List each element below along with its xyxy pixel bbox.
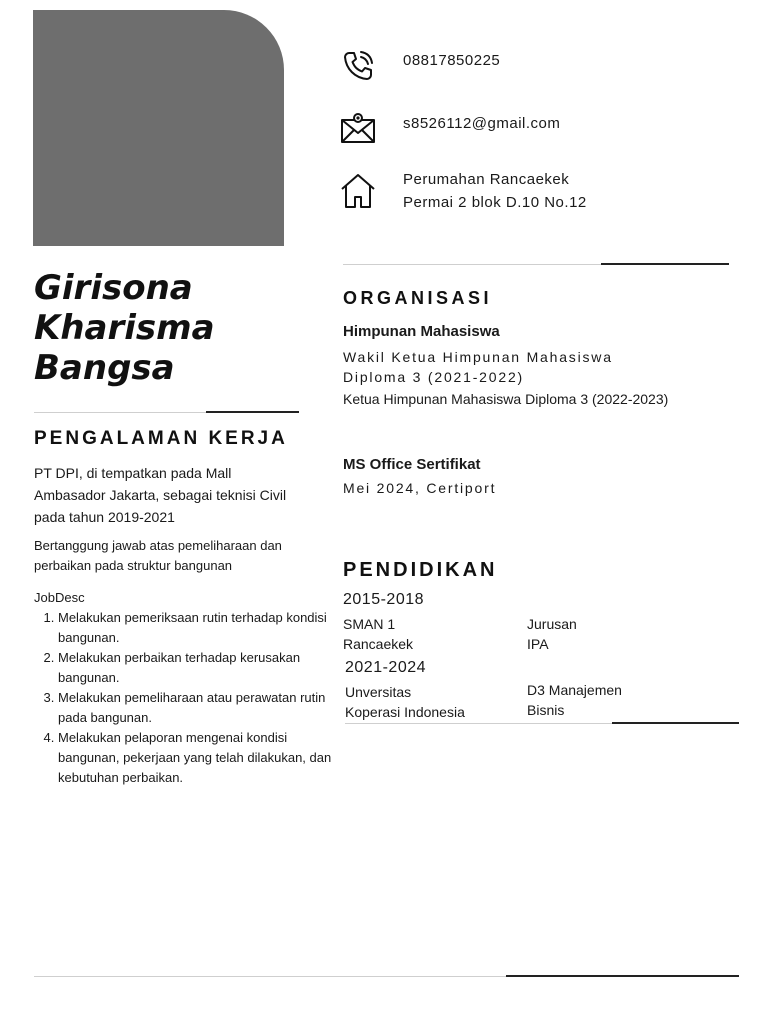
- education-school: [345, 682, 465, 722]
- phone-number: 08817850225: [403, 52, 501, 69]
- school-line: Rancaekek: [343, 636, 414, 652]
- jobdesc-list: [34, 608, 344, 788]
- certificate-detail: Mei 2024, Certiport: [343, 480, 497, 496]
- school-line: Koperasi Indonesia: [345, 704, 465, 720]
- organization-role-2: Ketua Himpunan Mahasiswa Diploma 3 (2022-2023): [343, 391, 669, 407]
- list-item: 2. Melakukan perbaikan terhadap kerusakan bangunan.: [58, 648, 344, 688]
- organization-role-1: Wakil Ketua Himpunan Mahasiswa Diploma 3 (2021-2022): [343, 349, 613, 385]
- divider-accent: [206, 411, 299, 413]
- jobdesc-label: JobDesc: [34, 590, 85, 605]
- school-line: SMAN 1: [343, 616, 396, 632]
- experience-heading: PENGALAMAN KERJA: [34, 428, 288, 449]
- name-line: Girisona: [34, 268, 193, 308]
- list-item: 1. Melakukan pemeriksaan rutin terhadap kondisi bangunan.: [58, 608, 344, 648]
- major-line: D3 Manajemen: [527, 682, 622, 698]
- experience-responsibility: Bertanggung jawab atas pemeliharaan dan perbaikan pada struktur bangunan: [34, 538, 282, 573]
- full-name: [34, 268, 304, 388]
- phone-icon: [340, 48, 376, 84]
- list-item: 3. Melakukan pemeliharaan atau perawatan rutin pada bangunan.: [58, 688, 344, 728]
- education-years: 2015-2018: [343, 591, 425, 608]
- divider-accent: [612, 722, 739, 724]
- divider-accent: [601, 263, 729, 265]
- organization-heading: ORGANISASI: [343, 288, 493, 308]
- profile-photo: [33, 10, 284, 246]
- divider-accent: [506, 975, 739, 977]
- major-line: IPA: [527, 636, 549, 652]
- address: [403, 168, 587, 214]
- major-line: Bisnis: [527, 702, 565, 718]
- major-line: Jurusan: [527, 616, 577, 632]
- experience-summary: PT DPI, di tempatkan pada Mall Ambasador Jakarta, sebagai teknisi Civil pada tahun 2019-2021: [34, 465, 287, 525]
- name-line: Bangsa: [34, 348, 175, 388]
- name-line: Kharisma: [34, 308, 215, 348]
- address-line-2: Permai 2 blok D.10 No.12: [403, 194, 587, 211]
- home-icon: [340, 172, 376, 208]
- education-years: 2021-2024: [345, 659, 427, 676]
- certificate-name: MS Office Sertifikat: [343, 456, 481, 473]
- education-major: [527, 680, 622, 720]
- education-heading: PENDIDIKAN: [343, 559, 498, 581]
- organization-name: Himpunan Mahasiswa: [343, 323, 500, 340]
- school-line: Unversitas: [345, 684, 412, 700]
- education-major: [527, 614, 577, 654]
- list-item: 4. Melakukan pelaporan mengenai kondisi bangunan, pekerjaan yang telah dilakukan, dan kebutuhan perbaikan.: [58, 728, 344, 788]
- email-address: s8526112@gmail.com: [403, 115, 561, 132]
- education-school: [343, 614, 413, 654]
- address-line-1: Perumahan Rancaekek: [403, 171, 570, 188]
- email-icon: [340, 110, 376, 146]
